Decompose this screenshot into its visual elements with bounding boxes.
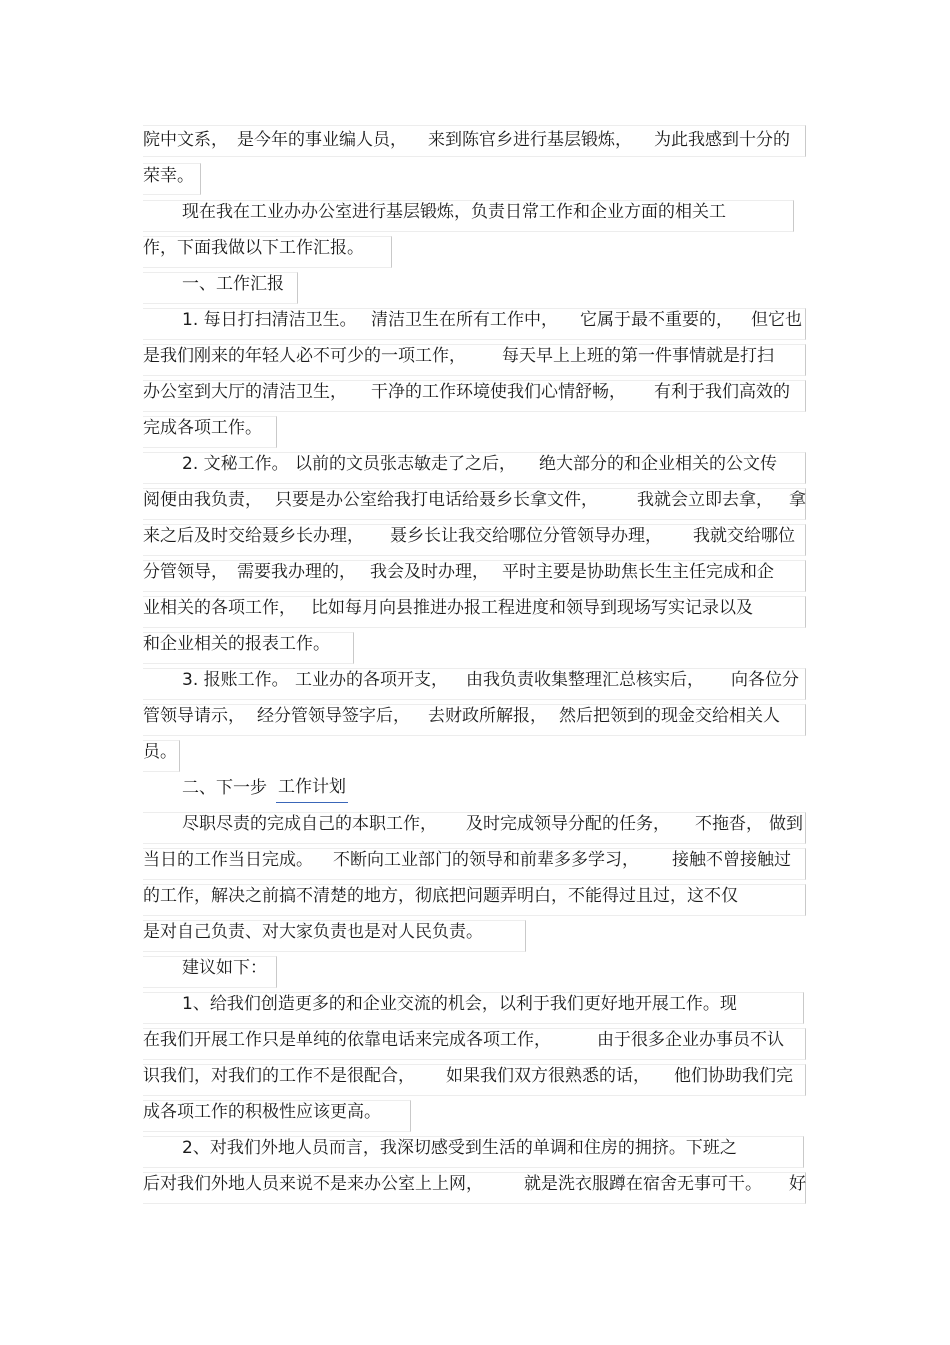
text-span: 我就交给哪位 xyxy=(693,526,795,546)
text-span: 需要我办理的， xyxy=(237,562,356,582)
text-span: 干净的工作环境使我们心情舒畅， xyxy=(371,382,626,402)
text-span: 是今年的事业编人员， xyxy=(237,130,407,150)
text-span: 如果我们双方很熟悉的话， xyxy=(446,1066,650,1086)
text-span: 院中文系， xyxy=(143,130,228,150)
text-span: 是对自己负责、对大家负责也是对人民负责。 xyxy=(143,922,483,942)
text-span: 1. 每日打扫清洁卫生。 xyxy=(182,310,357,330)
text-span: 现在我在工业办办公室进行基层锻炼，负责日常工作和企业方面的相关工 xyxy=(182,202,726,222)
text-span: 尽职尽责的完成自己的本职工作， xyxy=(182,814,437,834)
text-span: 员。 xyxy=(143,742,177,762)
text-span: 我会及时办理， xyxy=(370,562,489,582)
text-span: 工业办的各项开支， xyxy=(295,670,448,690)
text-span: 只要是办公室给我打电话给聂乡长拿文件， xyxy=(275,490,598,510)
text-span: 建议如下： xyxy=(182,958,267,978)
text-span: 识我们，对我们的工作不是很配合， xyxy=(143,1066,415,1086)
text-span: 然后把领到的现金交给相关人 xyxy=(559,706,780,726)
text-span: 聂乡长让我交给哪位分管领导办理， xyxy=(390,526,662,546)
text-span: 它属于最不重要的， xyxy=(580,310,733,330)
text-span: 及时完成领导分配的任务， xyxy=(466,814,670,834)
text-span: 由于很多企业办事员不认 xyxy=(597,1030,784,1050)
text-span: 不断向工业部门的领导和前辈多多学习， xyxy=(333,850,639,870)
text-span: 比如每月向县推进办报工程进度和领导到现场写实记录以及 xyxy=(311,598,753,618)
text-span: 为此我感到十分的 xyxy=(654,130,790,150)
text-span: 向各位分 xyxy=(731,670,799,690)
text-span: 我就会立即去拿， xyxy=(637,490,773,510)
text-span: 2、对我们外地人员而言，我深切感受到生活的单调和住房的拥挤。下班之 xyxy=(182,1138,737,1158)
text-span: 当日的工作当日完成。 xyxy=(143,850,313,870)
text-span: 拿 xyxy=(789,490,806,510)
work-plan-link[interactable]: 工作计划 xyxy=(276,772,348,803)
text-span: 2. 文秘工作。 xyxy=(182,454,289,474)
text-span: 接触不曾接触过 xyxy=(672,850,791,870)
text-span: 分管领导， xyxy=(143,562,228,582)
text-span: 以前的文员张志敏走了之后， xyxy=(295,454,516,474)
text-span: 来到陈官乡进行基层锻炼， xyxy=(428,130,632,150)
text-span: 清洁卫生在所有工作中， xyxy=(371,310,558,330)
text-span: 不拖沓， xyxy=(695,814,763,834)
text-span: 在我们开展工作只是单纯的依靠电话来完成各项工作， xyxy=(143,1030,551,1050)
text-span: 好 xyxy=(789,1174,806,1194)
text-span: 由我负责收集整理汇总核实后， xyxy=(466,670,704,690)
text-span: 去财政所解报， xyxy=(428,706,547,726)
text-span: 荣幸。 xyxy=(143,166,194,186)
text-span: 他们协助我们完 xyxy=(674,1066,793,1086)
text-span: 平时主要是协助焦长生主任完成和企 xyxy=(502,562,774,582)
text-span: 来之后及时交给聂乡长办理， xyxy=(143,526,364,546)
text-span: 3. 报账工作。 xyxy=(182,670,289,690)
text-span: 做到 xyxy=(769,814,803,834)
text-span: 和企业相关的报表工作。 xyxy=(143,634,330,654)
text-span: 成各项工作的积极性应该更高。 xyxy=(143,1102,381,1122)
text-span: 但它也 xyxy=(751,310,802,330)
text-span: 每天早上上班的第一件事情就是打扫 xyxy=(502,346,774,366)
text-span: 阅便由我负责， xyxy=(143,490,262,510)
text-span: 1、给我们创造更多的和企业交流的机会，以利于我们更好地开展工作。现 xyxy=(182,994,737,1014)
text-span: 后对我们外地人员来说不是来办公室上上网， xyxy=(143,1174,483,1194)
text-span: 绝大部分的和企业相关的公文传 xyxy=(539,454,777,474)
text-span: 办公室到大厅的清洁卫生， xyxy=(143,382,347,402)
text-span: 管领导请示， xyxy=(143,706,245,726)
text-span: 经分管领导签字后， xyxy=(257,706,410,726)
text-span: 有利于我们高效的 xyxy=(654,382,790,402)
text-span: 一、工作汇报 xyxy=(182,274,284,294)
text-span: 二、下一步 xyxy=(182,778,267,798)
text-span: 业相关的各项工作， xyxy=(143,598,296,618)
text-span: 完成各项工作。 xyxy=(143,418,262,438)
text-span: 作，下面我做以下工作汇报。 xyxy=(143,238,364,258)
text-span: 的工作，解决之前搞不清楚的地方，彻底把问题弄明白，不能得过且过，这不仅 xyxy=(143,886,738,906)
text-span: 是我们刚来的年轻人必不可少的一项工作， xyxy=(143,346,466,366)
text-span: 就是洗衣服蹲在宿舍无事可干。 xyxy=(524,1174,762,1194)
